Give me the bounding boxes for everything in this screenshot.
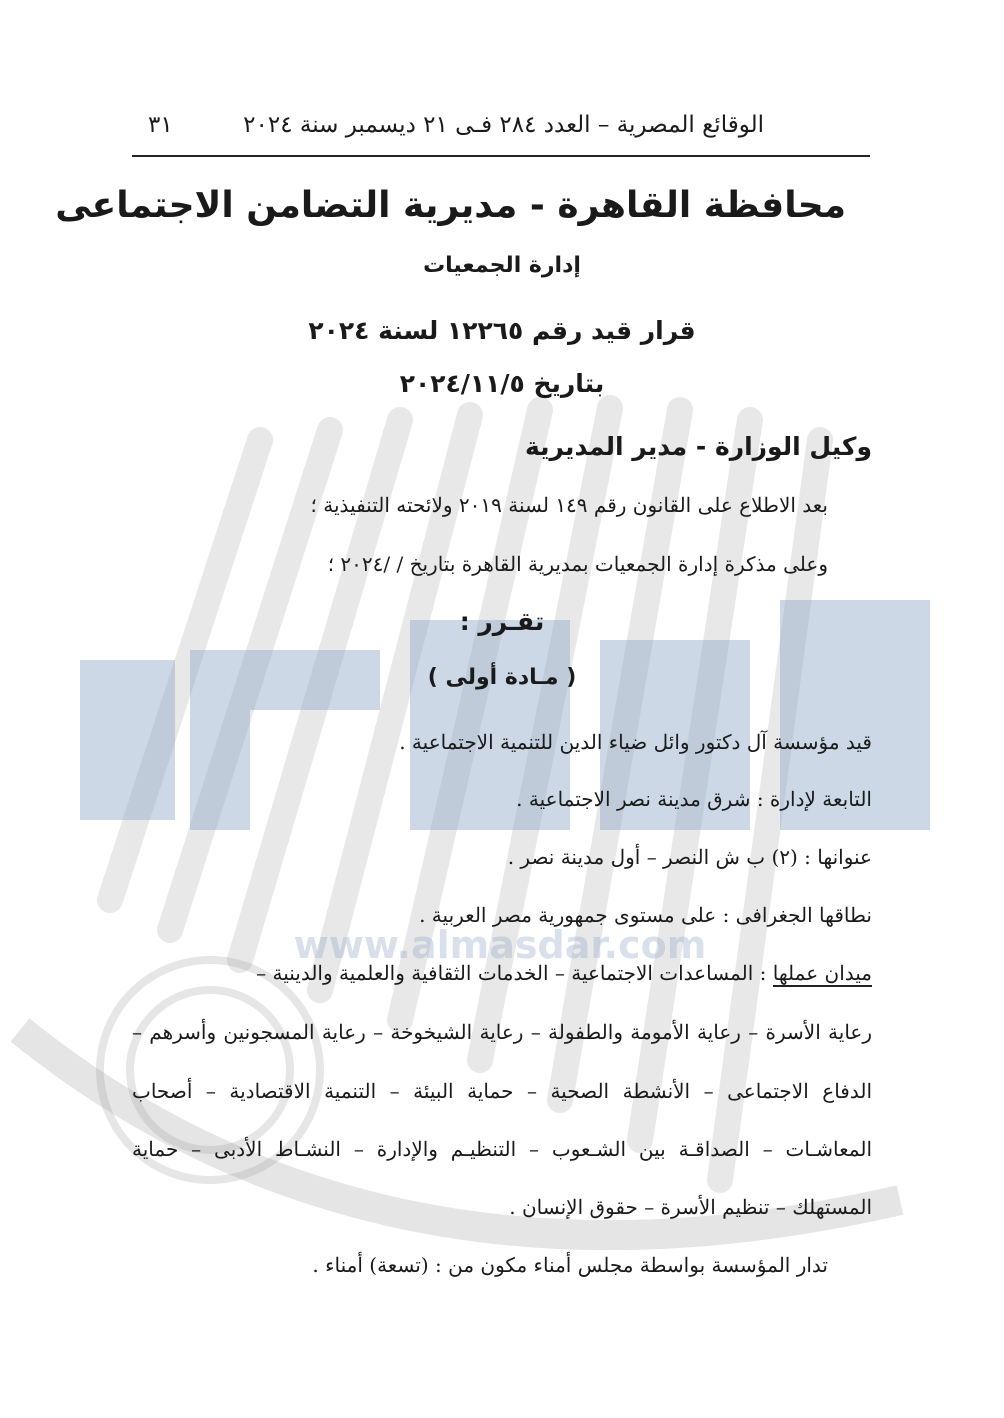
decision-title: قرار قيد رقم ١٢٢٦٥ لسنة ٢٠٢٤ [308,316,696,345]
field-line-3: الدفاع الاجتماعى – الأنشطة الصحية – حماية البيئة – التنمية الاقتصادية – أصحاب [132,1079,872,1103]
page-title: محافظة القاهرة - مديرية التضامن الاجتماعى [55,185,846,226]
field-line-1 [256,961,872,985]
affiliation-line: التابعة لإدارة : شرق مدينة نصر الاجتماعية . [516,787,872,811]
registration-line: قيد مؤسسة آل دكتور وائل ضياء الدين للتنمية الاجتماعية . [399,730,872,754]
watermark-url: www.almasdar.com [293,923,707,967]
field-label: ميدان عملها [772,961,872,985]
article-heading: ( مـادة أولى ) [427,665,577,690]
field-line-2: رعاية الأسرة – رعاية الأمومة والطفولة – رعاية الشيخوخة – رعاية المسجونين وأسرهم – [132,1020,872,1044]
board-line: تدار المؤسسة بواسطة مجلس أمناء مكون من : (تسعة) أمناء . [312,1253,828,1277]
preamble-line-1: بعد الاطلاع على القانون رقم ١٤٩ لسنة ٢٠١٩ ولائحته التنفيذية ؛ [310,493,828,517]
gazette-header: الوقائع المصرية – العدد ٢٨٤ فـى ٢١ ديسمبر سنة ٢٠٢٤ [243,112,764,138]
issuer-title: وكيل الوزارة - مدير المديرية [524,432,872,461]
header-rule [132,155,870,157]
decides-heading: تقـرر : [459,607,545,636]
decision-date: بتاريخ ٢٠٢٤/١١/٥ [399,369,605,398]
department-subtitle: إدارة الجمعيات [423,253,581,278]
scope-line: نطاقها الجغرافى : على مستوى جمهورية مصر العربية . [419,903,872,927]
address-line: عنوانها : (٢) ب ش النصر – أول مدينة نصر . [507,845,872,869]
field-line-4: المعاشـات – الصداقـة بين الشـعوب – التنظيـم والإدارة – النشـاط الأدبى – حماية [132,1137,872,1161]
preamble-line-2: وعلى مذكرة إدارة الجمعيات بمديرية القاهرة بتاريخ / /٢٠٢٤ ؛ [327,552,828,576]
field-line-5: المستهلك – تنظيم الأسرة – حقوق الإنسان . [509,1195,872,1219]
page-number: ٣١ [148,112,173,138]
field-text-1: : المساعدات الاجتماعية – الخدمات الثقافية والعلمية والدينية – [256,961,773,985]
